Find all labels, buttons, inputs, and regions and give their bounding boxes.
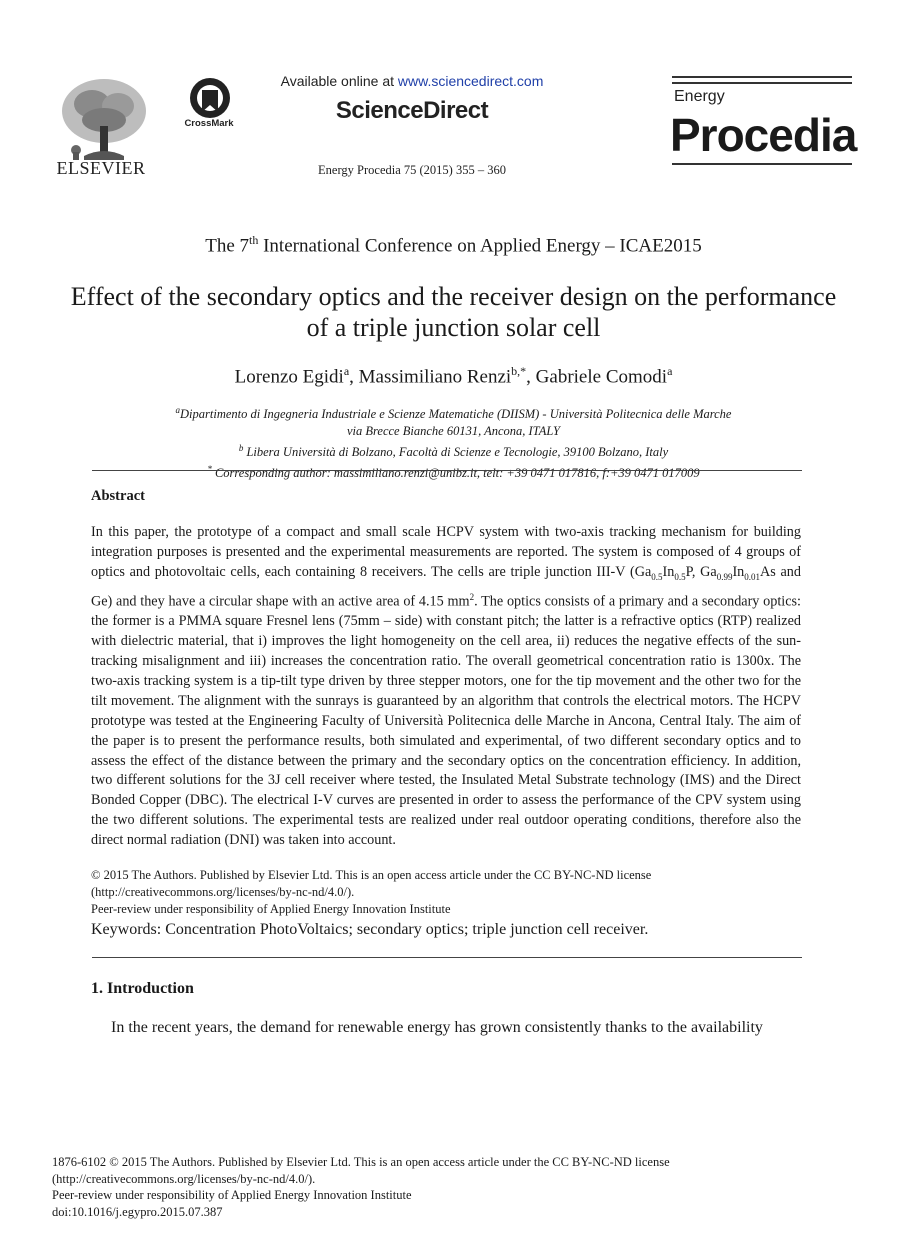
affiliation-a — [60, 402, 847, 423]
sciencedirect-wordmark: ScienceDirect — [335, 97, 489, 124]
conference-prefix: The 7 — [205, 235, 250, 257]
affil-sup: * — [207, 464, 212, 475]
publisher-name: ELSEVIER — [56, 158, 146, 178]
peer-review-note: Peer-review under responsibility of Applied Energy Innovation Institute — [91, 902, 451, 916]
affiliation-b — [60, 440, 847, 461]
journal-name-large: Procedia — [670, 109, 857, 161]
abstract-body — [91, 523, 801, 851]
copyright-note: © 2015 The Authors. Published by Elsevier Ltd. This is an open access article under the CC BY-NC-ND license — [91, 868, 652, 882]
conference-name — [0, 233, 907, 257]
keywords: Keywords: Concentration PhotoVoltaics; secondary optics; triple junction cell receiver. — [91, 921, 649, 938]
divider — [92, 957, 802, 958]
sciencedirect-link[interactable]: www.sciencedirect.com — [397, 73, 544, 89]
abstract-text: In — [732, 563, 745, 580]
affil-text: Corresponding author: massimiliano.renzi@unibz.it, telt: +39 0471 017816, f:+39 0471 017009 — [211, 466, 700, 481]
abstract-heading: Abstract — [91, 488, 145, 504]
affiliation-a-address: via Brecce Bianche 60131, Ancona, ITALY — [346, 424, 560, 439]
abstract-text: P, Ga — [685, 563, 717, 580]
available-prefix: Available online at — [280, 73, 398, 89]
author-name: Lorenzo Egidi — [234, 366, 344, 388]
author-name: Gabriele Comodi — [535, 366, 668, 388]
footer-doi[interactable]: doi:10.1016/j.egypro.2015.07.387 — [52, 1204, 223, 1219]
affil-text: Libera Università di Bolzano, Facoltà di Scienze e Tecnologie, 39100 Bolzano, Italy — [243, 445, 669, 460]
author-affil-sup: b,* — [511, 364, 527, 378]
footer-copyright: 1876-6102 © 2015 The Authors. Published by Elsevier Ltd. This is an open access article under the CC BY-NC-ND license — [52, 1155, 670, 1169]
abstract-text: As and Ge) and they have a circular shape with an active area of 4.15 mm — [91, 563, 801, 610]
author-name: Massimiliano Renzi — [358, 366, 512, 388]
conference-rest: International Conference on Applied Energy – ICAE2015 — [258, 235, 702, 257]
abstract-text: . The optics consists of a primary and a secondary optics: the former is a PMMA square Fresnel lens (75mm – side) with constant pitch; the latter is a refractive optics (RTP) realized with dielectric material, that i) improves the light homogeneity on the cell area, ii) reduces the negative effects of the sun-tracking misalignment and iii) increases the concentration ratio. The overall geometrical concentration ratio is 1300x. The two-axis tracking system is a tip-tilt type driven by three stepper motors, one for the tip movement and the other two for the tilt movement. The alignment with the sunrays is guaranteed by an algorithm that controls the electrical motors. The HCPV prototype was tested at the Engineering Faculty of Università Politecnica delle Marche in Ancona, Central Italy. The aim of the paper is to present the performance results, both simulated and experimental, of two different secondary optics and to assess the effect of the distance between the primary and the secondary optics on the concentration efficiency. In addition, two different solutions for the 3J cell receiver where tested, the Insulated Metal Substrate technology (IMS) and the Direct Bonded Copper (DBC). The electrical I-V curves are presented in order to assess the performance of the CPV system using the two different solutions. The experimental tests are realized under real outdoor operating conditions, therefore also the direct normal radiation (DNI) was taken into account. — [91, 593, 801, 849]
paper-title: Effect of the secondary optics and the receiver design on the performance of a triple junction solar cell — [70, 282, 837, 342]
header-rule-top-2 — [672, 82, 852, 84]
abstract-text: In — [662, 563, 675, 580]
journal-name-small: Energy — [674, 88, 725, 105]
header-rule-bottom — [672, 163, 852, 165]
journal-reference: Energy Procedia 75 (2015) 355 – 360 — [318, 163, 506, 177]
abstract-text: In this paper, the prototype of a compact and small scale HCPV system with two-axis tracking mechanism for building integration purposes is presented and the experimental measurements are reported. The system is composed of 4 groups of optics and photovoltaic cells, each containing 8 receivers. The cells are triple junction III-V (Ga — [91, 524, 801, 580]
affil-text: Dipartimento di Ingegneria Industriale e Scienze Matematiche (DIISM) - Università Politecnica delle Marche — [180, 407, 732, 422]
section-heading: 1. Introduction — [91, 980, 194, 997]
available-online — [262, 73, 562, 89]
footer-peer-review: Peer-review under responsibility of Applied Energy Innovation Institute — [52, 1188, 412, 1202]
header-rule-top — [672, 76, 852, 78]
superscript: 2 — [469, 591, 475, 602]
corresponding-author — [60, 461, 847, 482]
affil-sup: b — [238, 443, 244, 454]
affil-sup: a — [175, 405, 181, 415]
subscript: 0.01 — [744, 571, 761, 582]
conference-sup: th — [249, 233, 259, 247]
author-affil-sup: a — [667, 364, 673, 378]
author-affil-sup: a — [343, 364, 350, 378]
subscript: 0.99 — [716, 571, 733, 582]
subscript: 0.5 — [651, 571, 663, 582]
author-list: Lorenzo Egidi$^a$, Massimiliano Renzi$^{b,*}$, Gabriele Comodi$^a$ — [234, 364, 673, 388]
divider — [92, 470, 802, 471]
subscript: 0.5 — [674, 571, 686, 582]
crossmark-label: CrossMark — [184, 118, 234, 129]
section-body: In the recent years, the demand for renewable energy has grown consistently thanks to the availability — [111, 1019, 763, 1036]
footer-license-link[interactable]: (http://creativecommons.org/licenses/by-nc-nd/4.0/). — [52, 1171, 316, 1186]
footer — [52, 1154, 752, 1220]
license-link[interactable]: (http://creativecommons.org/licenses/by-nc-nd/4.0/). — [91, 885, 355, 899]
